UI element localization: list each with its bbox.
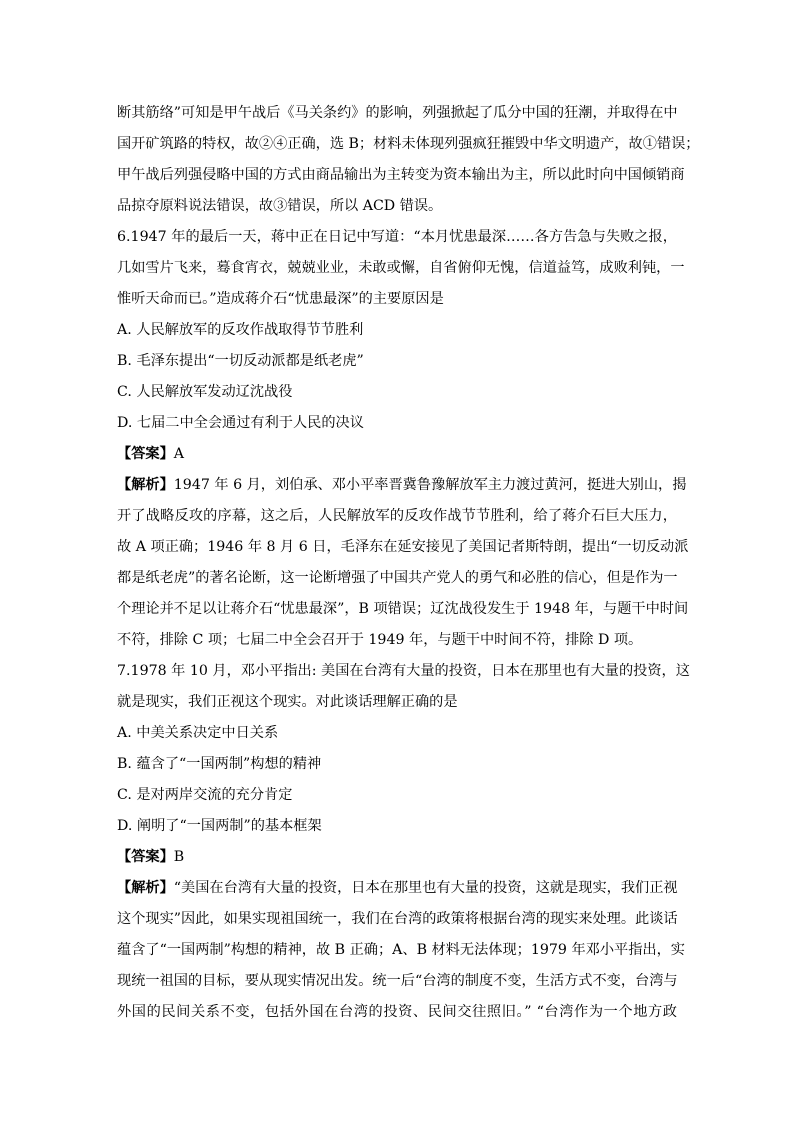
text-line: 品掠夺原料说法错误，故③错误，所以 ACD 错误。	[117, 198, 443, 214]
explanation-line: 不符，排除 C 项；七届二中全会召开于 1949 年，与题干中时间不符，排除 D 项。	[117, 632, 643, 648]
option-b: B. 蕴含了“一国两制”构想的精神	[117, 756, 322, 772]
answer-value: B	[173, 849, 185, 865]
document-page	[117, 98, 700, 1028]
explanation-line: 现统一祖国的目标，要从现实情况出发。统一后“台湾的制度不变，生活方式不变，台湾与	[117, 973, 678, 989]
answer-row	[117, 842, 677, 873]
answer-label: 【答案】	[117, 849, 174, 865]
explanation-label: 【解析】	[117, 477, 174, 493]
question-7	[117, 656, 690, 1028]
text-line: 国开矿筑路的特权，故②④正确，选 B；材料未体现列强疯狂摧毁中华文明遗产，故①错误；	[117, 136, 700, 152]
text-line: 甲午战后列强侵略中国的方式由商品输出为主转变为资本输出为主，所以此时向中国倾销商	[117, 167, 685, 183]
explanation-line: 蕴含了“一国两制”构想的精神，故 B 正确；A、B 材料无法体现；1979 年邓小平指出，实	[117, 942, 685, 958]
explanation-line: 开了战略反攻的序幕，这之后，人民解放军的反攻作战节节胜利，给了蒋介石巨大压力，	[117, 508, 677, 524]
question-stem-line: 就是现实，我们正视这个现实。对此谈话理解正确的是	[117, 694, 458, 710]
explanation-line: 外国的民间关系不变，包括外国在台湾的投资、民间交往照旧。” “台湾作为一个地方政	[117, 1004, 677, 1020]
explanation-line: 个理论并不足以让蒋介石“忧患最深”，B 项错误；辽沈战役发生于 1948 年，与题干中时间	[117, 601, 689, 617]
option-b: B. 毛泽东提出“一切反动派都是纸老虎”	[117, 353, 364, 369]
explanation-text: 1947 年 6 月，刘伯承、邓小平率晋冀鲁豫解放军主力渡过黄河，挺进大别山，揭	[173, 477, 687, 493]
answer-label: 【答案】	[117, 446, 174, 462]
question-6	[117, 222, 689, 656]
explanation-first-line	[117, 470, 687, 501]
question-stem-line: 几如雪片飞来，蓦食宵衣，兢兢业业，未敢或懈，自省俯仰无愧，信道益笃，成败利钝，一	[117, 260, 685, 276]
explanation-label: 【解析】	[117, 880, 174, 896]
option-d: D. 阐明了“一国两制”的基本框架	[117, 818, 322, 834]
question-stem-line: 惟听天命而已。”造成蒋介石“忧患最深”的主要原因是	[117, 291, 444, 307]
option-c: C. 是对两岸交流的充分肯定	[117, 787, 293, 803]
explanation-line: 都是纸老虎”的著名论断，这一论断增强了中国共产党人的勇气和必胜的信心，但是作为一	[117, 570, 678, 586]
option-a: A. 人民解放军的反攻作战取得节节胜利	[117, 322, 364, 338]
text-line: 断其筋络”可知是甲午战后《马关条约》的影响，列强掀起了瓜分中国的狂潮，并取得在中	[117, 105, 678, 121]
question-stem-line: 6.1947 年的最后一天，蒋中正在日记中写道：“本月忧患最深……各方告急与失败之报，	[117, 229, 677, 245]
answer-row	[117, 439, 677, 470]
previous-explanation	[117, 98, 700, 222]
question-stem-line: 7.1978 年 10 月，邓小平指出: 美国在台湾有大量的投资，日本在那里也有大量的投资，这	[117, 663, 690, 679]
explanation-text: “美国在台湾有大量的投资，日本在那里也有大量的投资，这就是现实，我们正视	[173, 880, 678, 896]
answer-value: A	[173, 446, 185, 462]
option-d: D. 七届二中全会通过有利于人民的决议	[117, 415, 364, 431]
option-a: A. 中美关系决定中日关系	[117, 725, 279, 741]
option-c: C. 人民解放军发动辽沈战役	[117, 384, 293, 400]
explanation-first-line	[117, 873, 677, 904]
explanation-line: 这个现实”因此，如果实现祖国统一，我们在台湾的政策将根据台湾的现实来处理。此谈话	[117, 911, 678, 927]
explanation-line: 故 A 项正确；1946 年 8 月 6 日，毛泽东在延安接见了美国记者斯特朗，提出“一切反动派	[117, 539, 689, 555]
